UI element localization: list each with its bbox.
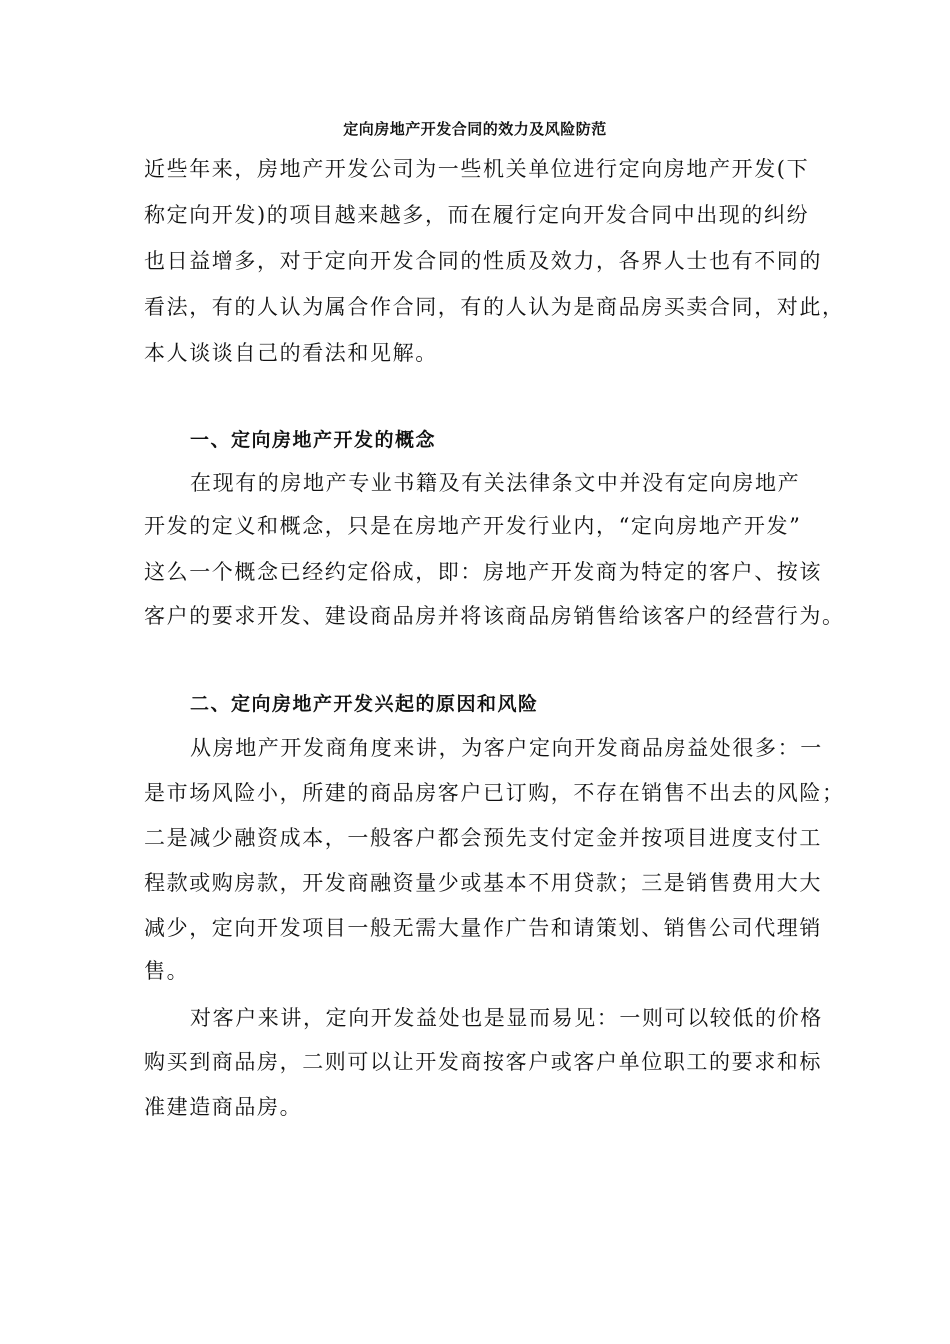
section2-para2-line-2: 购买到商品房，二则可以让开发商按客户或客户单位职工的要求和标 [144, 1050, 822, 1074]
section2-para2-line-3: 准建造商品房。 [144, 1095, 303, 1119]
section1-line-1: 在现有的房地产专业书籍及有关法律条文中并没有定向房地产 [190, 471, 801, 495]
section1-line-3: 这么一个概念已经约定俗成，即：房地产开发商为特定的客户、按该 [144, 560, 822, 584]
section1-heading: 一、定向房地产开发的概念 [190, 429, 437, 451]
section2-para2-line-1: 对客户来讲，定向开发益处也是显而易见：一则可以较低的价格 [190, 1006, 823, 1030]
intro-line-5: 本人谈谈自己的看法和见解。 [144, 341, 438, 365]
intro-line-1: 近些年来，房地产开发公司为一些机关单位进行定向房地产开发(下 [144, 157, 810, 181]
section1-line-4: 客户的要求开发、建设商品房并将该商品房销售给该客户的经营行为。 [144, 604, 845, 628]
section2-heading: 二、定向房地产开发兴起的原因和风险 [190, 693, 539, 715]
intro-line-3: 也日益增多，对于定向开发合同的性质及效力，各界人士也有不同的 [144, 249, 822, 273]
intro-line-2: 称定向开发)的项目越来越多，而在履行定向开发合同中出现的纠纷 [144, 203, 810, 227]
section2-para1-line-6: 售。 [144, 959, 190, 983]
section2-para1-line-4: 程款或购房款，开发商融资量少或基本不用贷款；三是销售费用大大 [144, 871, 822, 895]
section2-para1-line-2: 是市场风险小，所建的商品房客户已订购，不存在销售不出去的风险； [144, 781, 845, 805]
intro-line-4: 看法，有的人认为属合作合同，有的人认为是商品房买卖合同，对此， [144, 295, 845, 319]
section2-para1-line-1: 从房地产开发商角度来讲，为客户定向开发商品房益处很多：一 [190, 736, 823, 760]
section2-para1-line-5: 减少，定向开发项目一般无需大量作广告和请策划、销售公司代理销 [144, 916, 822, 940]
section1-line-2: 开发的定义和概念，只是在房地产开发行业内，“定向房地产开发” [144, 514, 802, 538]
document-title: 定向房地产开发合同的效力及风险防范 [343, 120, 607, 138]
section2-para1-line-3: 二是减少融资成本，一般客户都会预先支付定金并按项目进度支付工 [144, 826, 822, 850]
